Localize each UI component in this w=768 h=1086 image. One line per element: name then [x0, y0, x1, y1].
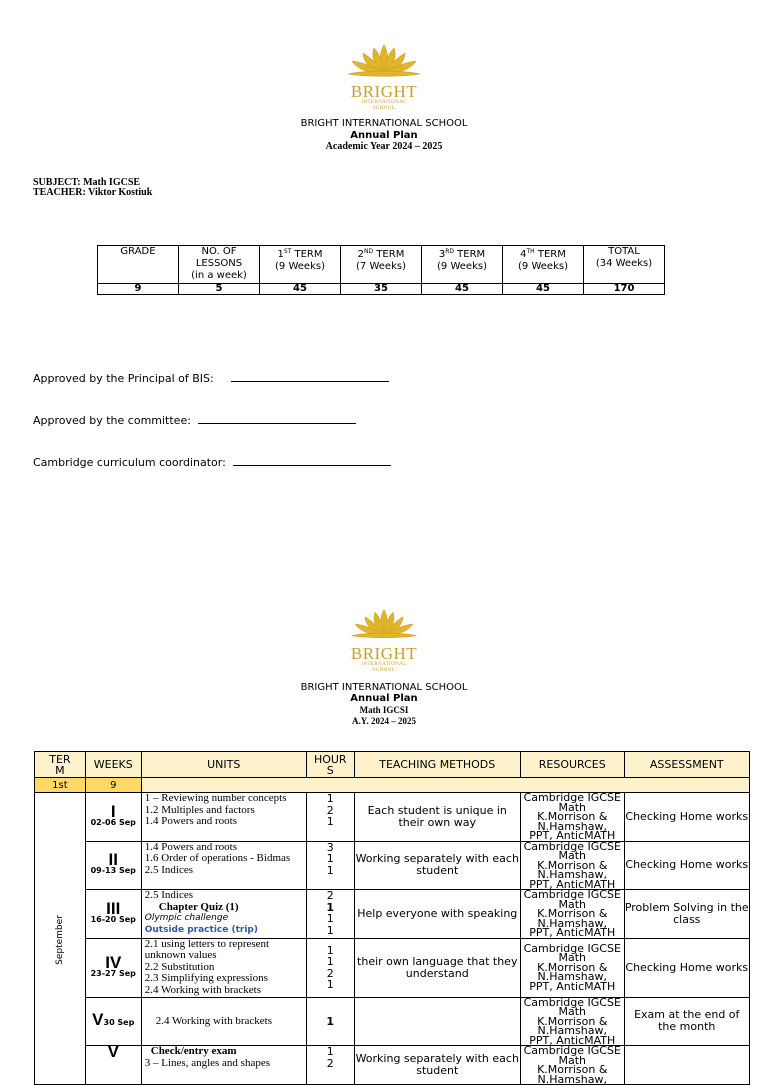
- lotus-icon: [348, 607, 420, 641]
- hours-cell: 1: [306, 997, 354, 1046]
- school-logo: [344, 43, 424, 111]
- units-cell: 2.5 Indices Chapter Quiz (1) Olympic challenge Outside practice (trip): [141, 890, 306, 939]
- assessment-cell: Checking Home works: [624, 938, 749, 997]
- olympic-challenge: Olympic challenge: [144, 913, 229, 923]
- logo-sub1: INTERNATIONAL: [361, 662, 407, 667]
- header-lessons: NO. OF LESSONS (in a week): [179, 246, 260, 284]
- header-assessment: ASSESSMENT: [624, 752, 749, 778]
- method-cell: their own language that they understand: [354, 938, 520, 997]
- approval-coordinator: Cambridge curriculum coordinator:: [33, 456, 391, 469]
- logo-sub2: SCHOOL: [372, 106, 396, 111]
- school-logo: [348, 607, 420, 675]
- value-total: 170: [584, 284, 665, 295]
- table-row: [35, 793, 750, 842]
- term-label: 1st: [35, 778, 86, 793]
- header-term-3: 3RD TERM (9 Weeks): [422, 246, 503, 284]
- value-term-2: 35: [341, 284, 422, 295]
- header-teaching-methods: TEACHING METHODS: [354, 752, 520, 778]
- school-name: BRIGHT INTERNATIONAL SCHOOL: [300, 682, 468, 693]
- units-cell: 2.1 using letters to represent unknown values 2.2 Substitution 2.3 Simplifying expressions 2.4 Working with brackets: [141, 938, 306, 997]
- header-term-2: 2ND TERM (7 Weeks): [341, 246, 422, 284]
- subject-line: SUBJECT: Math IGCSE: [33, 177, 141, 188]
- table-row: [35, 890, 750, 939]
- resource-cell: Cambridge IGCSE Math K.Morrison & N.Hamshaw, PPT, AnticMATH: [520, 793, 624, 842]
- table-header-row: [35, 752, 750, 778]
- month-label: September: [54, 915, 65, 965]
- value-grade: 9: [98, 284, 179, 295]
- resource-cell: Cambridge IGCSE Math K.Morrison & N.Hamshaw, PPT, AnticMATH: [520, 890, 624, 939]
- units-cell: Check/entry exam 3 – Lines, angles and shapes: [141, 1046, 306, 1085]
- header-term: TER M: [35, 752, 86, 778]
- method-cell: Help everyone with speaking: [354, 890, 520, 939]
- signature-line: [231, 380, 389, 382]
- header-resources: RESOURCES: [520, 752, 624, 778]
- value-term-4: 45: [503, 284, 584, 295]
- hours-cell: 3 1 1: [306, 841, 354, 890]
- hours-cell: 1 2 1: [306, 793, 354, 842]
- resource-cell: Cambridge IGCSE Math K.Morrison & N.Hamshaw, PPT, AnticMATH: [520, 841, 624, 890]
- header-weeks: WEEKS: [85, 752, 141, 778]
- header-units: UNITS: [141, 752, 306, 778]
- hours-cell: 1 2: [306, 1046, 354, 1085]
- doc-title: Annual Plan: [350, 130, 418, 141]
- hours-cell: 1 1 2 1: [306, 938, 354, 997]
- annual-plan-table: [34, 751, 750, 1085]
- units-cell: 1.4 Powers and roots 1.6 Order of operations - Bidmas 2.5 Indices: [141, 841, 306, 890]
- teacher-line: TEACHER: Viktor Kostiuk: [33, 187, 153, 198]
- doc-title: Annual Plan: [350, 693, 418, 704]
- approval-committee: Approved by the committee:: [33, 414, 356, 427]
- value-lessons: 5: [179, 284, 260, 295]
- logo-sub1: INTERNATIONAL: [361, 100, 407, 105]
- table-row: [35, 997, 750, 1046]
- subject-line: Math IGCSI: [359, 705, 409, 715]
- term-weeks: 9: [85, 778, 141, 793]
- term-row-fill: [141, 778, 749, 793]
- year-line: A.Y. 2024 – 2025: [352, 716, 416, 726]
- assessment-cell: Checking Home works: [624, 793, 749, 842]
- assessment-cell: Problem Solving in the class: [624, 890, 749, 939]
- month-cell: [35, 793, 86, 1085]
- value-term-3: 45: [422, 284, 503, 295]
- week-cell: III 16-20 Sep: [85, 890, 141, 939]
- chapter-quiz: Chapter Quiz (1): [158, 900, 239, 913]
- assessment-cell: Exam at the end of the month: [624, 997, 749, 1046]
- outside-practice: Outside practice (trip): [144, 924, 258, 935]
- units-cell: 2.4 Working with brackets: [141, 997, 306, 1046]
- table-row: [35, 1046, 750, 1085]
- signature-line: [233, 464, 391, 466]
- week-cell: IV 23-27 Sep: [85, 938, 141, 997]
- assessment-cell: [624, 1046, 749, 1085]
- method-cell: Working separately with each student: [354, 1046, 520, 1085]
- week-cell: I 02-06 Sep: [85, 793, 141, 842]
- header-term-4: 4TH TERM (9 Weeks): [503, 246, 584, 284]
- school-name: BRIGHT INTERNATIONAL SCHOOL: [300, 118, 468, 129]
- method-cell: [354, 997, 520, 1046]
- method-cell: Each student is unique in their own way: [354, 793, 520, 842]
- week-cell: II 09-13 Sep: [85, 841, 141, 890]
- method-cell: Working separately with each student: [354, 841, 520, 890]
- resource-cell: Cambridge IGCSE Math K.Morrison & N.Hamshaw, PPT, AnticMATH: [520, 938, 624, 997]
- academic-year: Academic Year 2024 – 2025: [325, 141, 443, 152]
- logo-name: BRIGHT: [350, 82, 418, 101]
- week-cell: V30 Sep: [85, 997, 141, 1046]
- header-term-1: 1ST TERM (9 Weeks): [260, 246, 341, 284]
- units-cell: 1 – Reviewing number concepts 1.2 Multiples and factors 1.4 Powers and roots: [141, 793, 306, 842]
- hours-cell: 2 1 1 1: [306, 890, 354, 939]
- header-total: TOTAL (34 Weeks): [584, 246, 665, 284]
- resource-cell: Cambridge IGCSE Math K.Morrison & N.Hamshaw,: [520, 1046, 624, 1085]
- lotus-icon: [344, 43, 424, 79]
- resource-cell: Cambridge IGCSE Math K.Morrison & N.Hamshaw, PPT, AnticMATH: [520, 997, 624, 1046]
- term-row: [35, 778, 750, 793]
- weeks-summary-table: [97, 245, 665, 295]
- logo-sub2: SCHOOL: [372, 668, 396, 673]
- table-row: [35, 938, 750, 997]
- week-cell: V: [85, 1046, 141, 1085]
- logo-name: BRIGHT: [350, 644, 418, 663]
- signature-line: [198, 422, 356, 424]
- header-hours: HOUR S: [306, 752, 354, 778]
- assessment-cell: Checking Home works: [624, 841, 749, 890]
- table-row: [35, 841, 750, 890]
- header-grade: GRADE: [98, 246, 179, 284]
- value-term-1: 45: [260, 284, 341, 295]
- approval-principal: Approved by the Principal of BIS:: [33, 372, 389, 385]
